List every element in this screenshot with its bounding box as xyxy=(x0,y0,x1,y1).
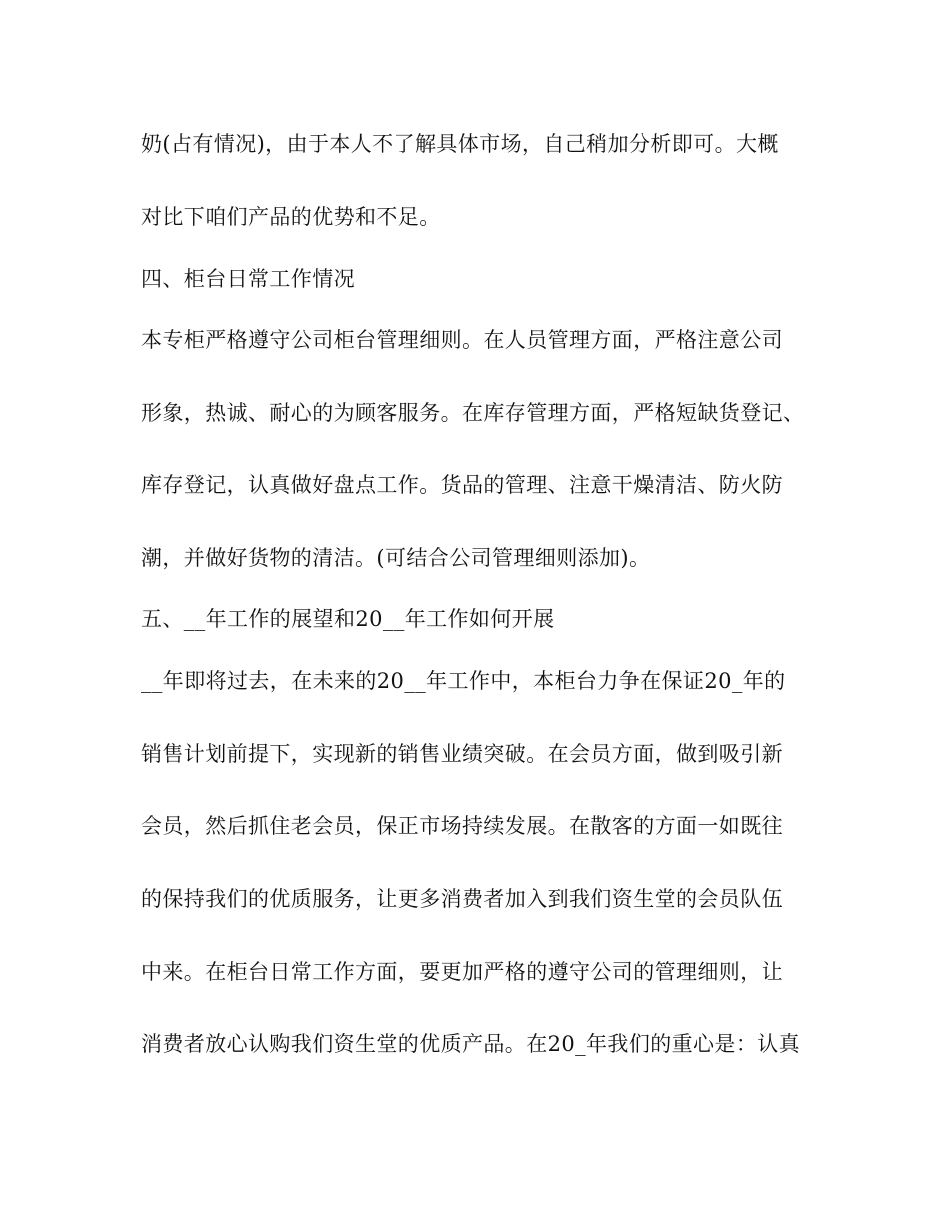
body-text-line: 的保持我们的优质服务，让更多消费者加入到我们资生堂的会员队伍 xyxy=(141,887,783,911)
body-text-line: 销售计划前提下，实现新的销售业绩突破。在会员方面，做到吸引新 xyxy=(141,742,783,766)
body-text-line: 消费者放心认购我们资生堂的优质产品。在20_年我们的重心是：认真 xyxy=(141,1032,801,1056)
body-text-line: 对比下咱们产品的优势和不足。 xyxy=(141,205,441,229)
body-text-line: 奶(占有情况)，由于本人不了解具体市场，自己稍加分析即可。大概 xyxy=(141,132,779,156)
body-text-line: 形象，热诚、耐心的为顾客服务。在库存管理方面，严格短缺货登记、 xyxy=(141,401,805,425)
body-text-line: 潮，并做好货物的清洁。(可结合公司管理细则添加)。 xyxy=(141,546,651,570)
body-text-line: __年即将过去，在未来的20__年工作中，本柜台力争在保证20_年的 xyxy=(141,669,786,693)
section-heading: 五、__年工作的展望和20__年工作如何开展 xyxy=(141,607,555,631)
body-text-line: 本专柜严格遵守公司柜台管理细则。在人员管理方面，严格注意公司 xyxy=(141,328,783,352)
section-heading: 四、柜台日常工作情况 xyxy=(141,267,355,291)
body-text-line: 库存登记，认真做好盘点工作。货品的管理、注意干燥清洁、防火防 xyxy=(141,473,783,497)
body-text-line: 会员，然后抓住老会员，保正市场持续发展。在散客的方面一如既往 xyxy=(141,814,783,838)
body-text-line: 中来。在柜台日常工作方面，要更加严格的遵守公司的管理细则，让 xyxy=(141,960,783,984)
